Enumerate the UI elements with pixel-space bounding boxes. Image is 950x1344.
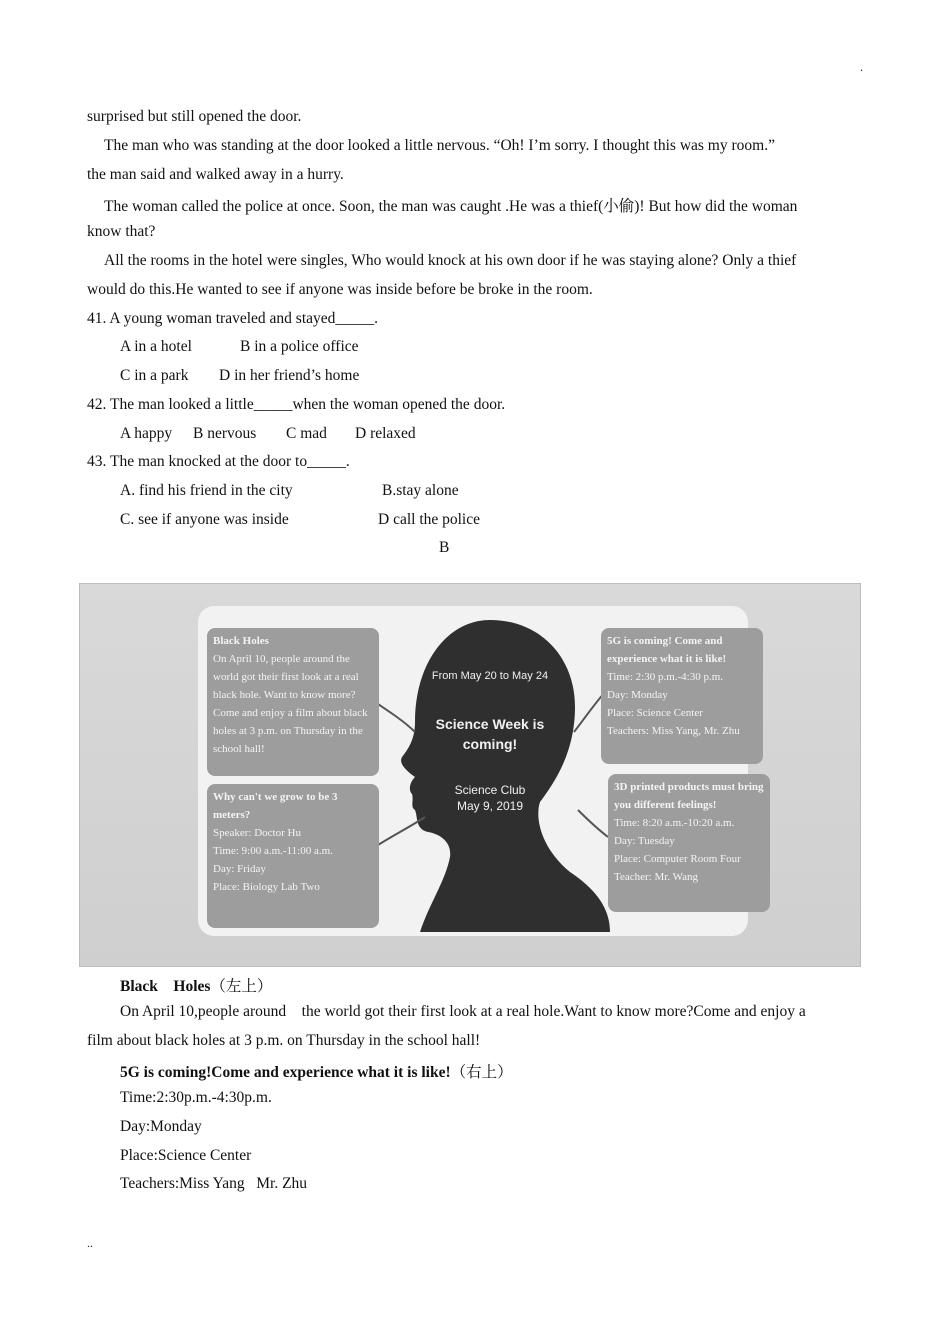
science-week-poster	[79, 583, 861, 967]
box-line: Time: 2:30 p.m.-4:30 p.m.	[607, 671, 724, 683]
poster-box-grow	[207, 784, 379, 928]
question-stem: 42. The man looked a little_____when the woman opened the door.	[87, 396, 506, 413]
question-stem: 41. A young woman traveled and stayed_____.	[87, 310, 379, 327]
story-line: The man who was standing at the door looked a little nervous. “Oh! I’m sorry. I thought this was my room.”	[104, 137, 775, 154]
box-line: Time: 8:20 a.m.-10:20 a.m.	[614, 817, 735, 829]
answer-option: B in a police office	[240, 338, 359, 355]
answer-option: A. find his friend in the city	[120, 482, 293, 499]
box-line: Speaker: Doctor Hu	[213, 827, 301, 839]
story-line: surprised but still opened the door.	[87, 108, 302, 125]
answer-option: B.stay alone	[382, 482, 459, 499]
answer-option: A in a hotel	[120, 338, 192, 355]
answer-option: D relaxed	[355, 425, 416, 442]
answer-option: D call the police	[378, 511, 480, 528]
poster-club-date: May 9, 2019	[456, 799, 524, 813]
box-line: Place: Computer Room Four	[614, 853, 741, 865]
story-line: would do this.He wanted to see if anyone was inside before be broke in the room.	[87, 281, 593, 298]
box-line: Teacher: Mr. Wang	[614, 871, 698, 883]
head-silhouette	[370, 612, 610, 932]
poster-club-name: Science Club	[454, 783, 526, 797]
notes-line: Teachers:Miss Yang Mr. Zhu	[120, 1175, 308, 1192]
answer-option: A happy	[120, 425, 173, 442]
poster-box-black-holes	[207, 628, 379, 776]
position-note: （左上）	[210, 978, 273, 995]
notes-line: Time:2:30p.m.-4:30p.m.	[120, 1089, 272, 1106]
story-line: know that?	[87, 223, 156, 240]
notes-line: Day:Monday	[120, 1118, 202, 1135]
poster-club	[430, 782, 550, 814]
box-line: Place: Biology Lab Two	[213, 881, 320, 893]
answer-option: C. see if anyone was inside	[120, 511, 289, 528]
story-line: All the rooms in the hotel were singles, Who would knock at his own door if he was staying alone? Only a thief	[104, 252, 797, 269]
section-label: B	[439, 539, 450, 556]
position-note: （右上）	[450, 1064, 513, 1081]
page-bottom-marker: ..	[87, 1236, 93, 1250]
story-line: The woman called the police at once. Soon, the man was caught .He was a thief(小偷)! But how did the woman	[104, 198, 798, 215]
poster-dates: From May 20 to May 24	[431, 670, 549, 682]
box-title: 5G is coming! Come and experience what it is like!	[607, 635, 727, 665]
page-top-marker: .	[860, 60, 863, 74]
box-line: Day: Friday	[213, 863, 266, 875]
box-title: 3D printed products must bring you different feelings!	[614, 781, 764, 811]
box-line: Place: Science Center	[607, 707, 703, 719]
box-line: Time: 9:00 a.m.-11:00 a.m.	[213, 845, 333, 857]
box-line: Day: Tuesday	[614, 835, 675, 847]
poster-title: Science Week is coming!	[435, 716, 545, 752]
answer-option: C in a park	[120, 367, 189, 384]
answer-option: D in her friend’s home	[219, 367, 360, 384]
poster-box-3d	[608, 774, 770, 912]
box-title: Why can't we grow to be 3 meters?	[213, 791, 338, 821]
fiveg-heading-row	[120, 1060, 513, 1082]
box-line: Day: Monday	[607, 689, 668, 701]
notes-line: film about black holes at 3 p.m. on Thursday in the school hall!	[87, 1032, 481, 1049]
question-stem: 43. The man knocked at the door to_____.	[87, 453, 350, 470]
fiveg-heading: 5G is coming!Come and experience what it is like!	[120, 1064, 451, 1081]
box-title: Black Holes	[213, 635, 269, 647]
notes-line: Place:Science Center	[120, 1147, 252, 1164]
black-holes-heading: Black Holes	[120, 978, 211, 995]
answer-option: C mad	[286, 425, 327, 442]
story-line: the man said and walked away in a hurry.	[87, 166, 344, 183]
black-holes-heading-row	[120, 974, 272, 996]
poster-box-5g	[601, 628, 763, 764]
notes-line: On April 10,people around the world got their first look at a real hole.Want to know more?Come and enjoy a	[120, 1003, 806, 1020]
box-line: Teachers: Miss Yang, Mr. Zhu	[607, 725, 740, 737]
answer-option: B nervous	[193, 425, 257, 442]
box-body: On April 10, people around the world got their first look at a real black hole. Want to know more? Come and enjoy a film about black holes at 3 p.m. on Thursday in the school hall!	[213, 653, 368, 755]
